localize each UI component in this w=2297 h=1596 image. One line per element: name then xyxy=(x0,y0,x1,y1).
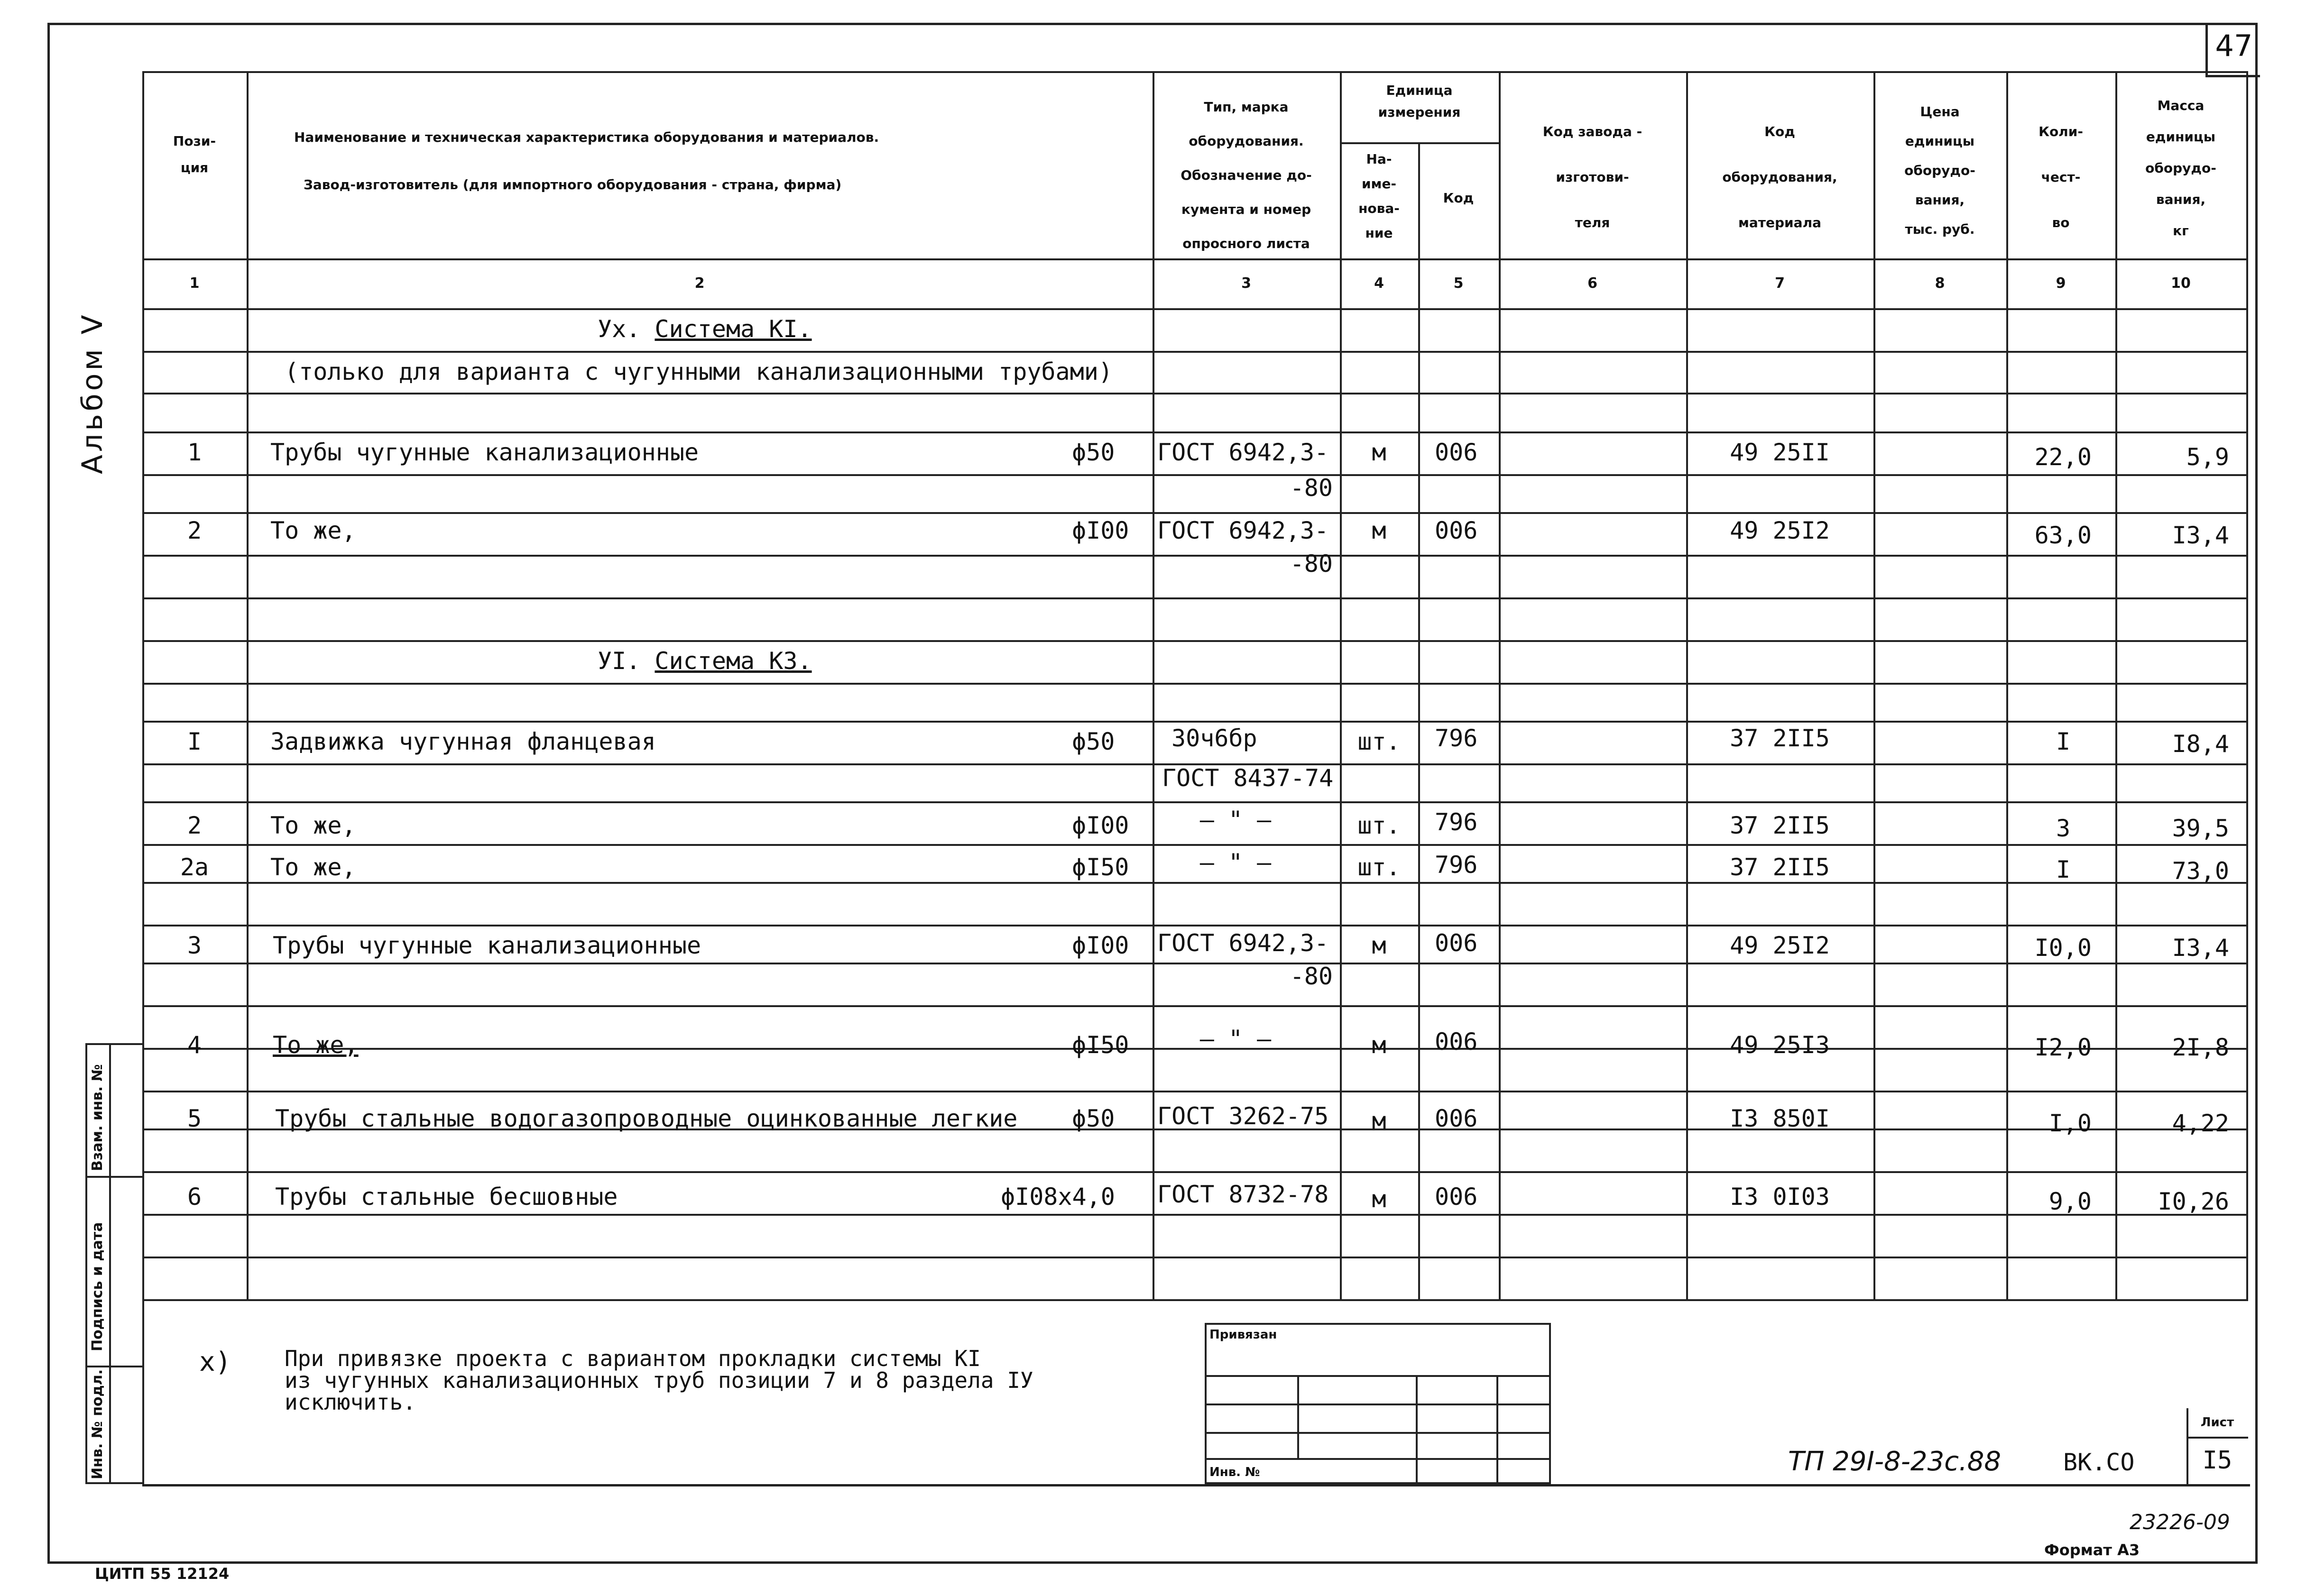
row-material: I3 850I xyxy=(1730,1105,1830,1132)
colnum-5: 5 xyxy=(1453,275,1464,292)
row-pos: 4 xyxy=(187,1031,202,1059)
row-line xyxy=(142,640,2248,642)
row-material: 37 2II5 xyxy=(1730,853,1830,881)
sheet-number: I5 xyxy=(2202,1446,2232,1475)
row-unit: м xyxy=(1372,1031,1386,1059)
row-code: 796 xyxy=(1435,851,1478,879)
row-doc2: ГОСТ 8437-74 xyxy=(1162,764,1334,792)
row-doc: — " — xyxy=(1199,1025,1272,1053)
row-qty: I2,0 xyxy=(2034,1034,2092,1061)
bottom-code: 23226-09 xyxy=(2130,1510,2230,1534)
header-quantity: Коли- чест- во xyxy=(2039,124,2083,230)
row-qty: 22,0 xyxy=(2034,443,2092,471)
row-doc: — " — xyxy=(1199,806,1272,834)
row-pos: 2 xyxy=(187,812,202,839)
row-dia: ϕI00 xyxy=(1072,932,1129,959)
row-mass: 2I,8 xyxy=(2172,1034,2229,1061)
doc-code: ТП 29I-8-23с.88 xyxy=(1788,1446,2002,1477)
row-mass: I3,4 xyxy=(2172,934,2229,962)
row-dia: ϕ50 xyxy=(1072,1105,1115,1132)
colnum-4: 4 xyxy=(1374,275,1384,292)
row-code: 006 xyxy=(1435,929,1478,957)
header-type: Тип, марка оборудования. Обозначение до- кумента и номер опросного листа xyxy=(1181,99,1312,251)
row-pos: 5 xyxy=(187,1105,202,1132)
row-line xyxy=(142,431,2248,433)
row-doc: — " — xyxy=(1199,849,1272,876)
row-dia: ϕI50 xyxy=(1072,853,1129,881)
stamp-line xyxy=(1205,1432,1551,1434)
row-doc: ГОСТ 6942,3- xyxy=(1157,517,1329,544)
row-line xyxy=(142,882,2248,884)
row-line xyxy=(142,721,2248,723)
row-name: То же, xyxy=(270,517,356,544)
row-code: 796 xyxy=(1435,725,1478,752)
col-border xyxy=(2246,71,2248,1299)
row-line xyxy=(142,512,2248,514)
side-inv-ref: Взам. инв. № xyxy=(89,1064,106,1171)
stamp-line xyxy=(1205,1403,1551,1405)
row-name: Трубы стальные бесшовные xyxy=(275,1183,618,1211)
side-stamp-line xyxy=(85,1176,144,1178)
row-qty: I xyxy=(2056,856,2071,883)
row-code: 796 xyxy=(1435,808,1478,836)
album-label: Альбом V xyxy=(76,312,109,474)
col-border xyxy=(247,71,249,1299)
header-name: Наименование и техническая характеристика оборудования и материалов. Завод-изготовитель (для импортного оборудования - страна, фирма) xyxy=(294,129,879,193)
row-line xyxy=(142,1005,2248,1007)
table-top-border xyxy=(142,71,2248,73)
section1-subtitle: (только для варианта с чугунными канализационными трубами) xyxy=(285,358,1113,385)
row-pos: 1 xyxy=(187,439,202,466)
sheet-label: Лист xyxy=(2200,1415,2234,1430)
doc-suffix: ВК.СО xyxy=(2063,1449,2135,1476)
attached-label: Привязан xyxy=(1209,1328,1277,1342)
row-unit: шт. xyxy=(1357,812,1401,839)
row-material: I3 0I03 xyxy=(1730,1183,1830,1211)
row-line xyxy=(142,351,2248,353)
row-doc: ГОСТ 3262-75 xyxy=(1157,1102,1329,1130)
row-unit: м xyxy=(1372,1107,1386,1135)
row-line xyxy=(142,1171,2248,1173)
row-doc: 30ч6бр xyxy=(1172,725,1257,752)
row-material: 49 25II xyxy=(1730,439,1830,466)
section1-title xyxy=(598,315,812,343)
row-doc2: -80 xyxy=(1290,550,1333,578)
row-material: 37 2II5 xyxy=(1730,812,1830,839)
row-qty: 3 xyxy=(2056,815,2071,842)
row-line xyxy=(142,844,2248,846)
row-qty: I0,0 xyxy=(2034,934,2092,962)
unit-group-divider xyxy=(1340,142,1499,144)
row-unit: шт. xyxy=(1357,728,1401,755)
stamp-col xyxy=(1416,1375,1418,1484)
row-pos: I xyxy=(187,728,202,755)
colnum-3: 3 xyxy=(1241,275,1251,292)
header-mass: Масса единицы оборудо- вания, кг xyxy=(2145,98,2216,238)
row-pos: 6 xyxy=(187,1183,202,1211)
row-line xyxy=(142,597,2248,599)
section1-prefix: Уx. xyxy=(598,315,641,343)
row-dia: ϕ50 xyxy=(1072,439,1115,466)
sheet-corner-number: 47 xyxy=(2215,28,2253,63)
section2-prefix: УI. xyxy=(598,647,641,675)
footnote-mark: x) xyxy=(199,1347,231,1377)
row-unit: м xyxy=(1372,517,1386,544)
side-stamp-line xyxy=(85,1366,144,1367)
header-unit-group: Единица измерения xyxy=(1378,83,1461,120)
row-doc: ГОСТ 6942,3- xyxy=(1157,929,1329,957)
sheet-box-line xyxy=(2186,1437,2248,1439)
row-code: 006 xyxy=(1435,1105,1478,1132)
row-code: 006 xyxy=(1435,517,1478,544)
row-line xyxy=(142,683,2248,685)
col-border xyxy=(1418,142,1420,1299)
row-material: 49 25I2 xyxy=(1730,932,1830,959)
stamp-col xyxy=(1496,1375,1498,1484)
footnote-text: При привязке проекта с вариантом прокладки системы КI из чугунных канализационных труб позиции 7 и 8 раздела IУ исключить. xyxy=(285,1346,1033,1415)
row-name: То же, xyxy=(270,853,356,881)
row-dia: ϕI08x4,0 xyxy=(1001,1183,1115,1211)
row-doc: ГОСТ 8732-78 xyxy=(1157,1181,1329,1208)
colnum-6: 6 xyxy=(1587,275,1597,292)
row-name: Задвижка чугунная фланцевая xyxy=(270,728,656,755)
row-unit: м xyxy=(1372,932,1386,959)
row-line xyxy=(142,1257,2248,1258)
row-line xyxy=(142,925,2248,926)
colnum-bottom-border xyxy=(142,308,2248,310)
row-line xyxy=(142,801,2248,803)
row-unit: м xyxy=(1372,1185,1386,1213)
row-name: Трубы чугунные канализационные xyxy=(270,439,699,466)
row-line xyxy=(142,393,2248,394)
row-qty: 9,0 xyxy=(2048,1188,2092,1215)
row-doc2: -80 xyxy=(1290,963,1333,990)
side-stamp-divider xyxy=(109,1043,111,1484)
row-name: То же, xyxy=(273,1031,359,1059)
row-doc2: -80 xyxy=(1290,474,1333,502)
row-qty: I xyxy=(2056,728,2071,755)
bottom-left-label: ЦИТП 55 12124 xyxy=(95,1565,230,1583)
colnum-1: 1 xyxy=(189,275,200,292)
row-doc: ГОСТ 6942,3- xyxy=(1157,439,1329,466)
row-code: 006 xyxy=(1435,1183,1478,1211)
row-code: 006 xyxy=(1435,1028,1478,1055)
row-name: Трубы чугунные канализационные xyxy=(273,932,701,959)
format-label: Формат А3 xyxy=(2044,1541,2140,1559)
row-code: 006 xyxy=(1435,439,1478,466)
row-mass: I3,4 xyxy=(2172,522,2229,549)
row-material: 37 2II5 xyxy=(1730,725,1830,752)
row-pos: 2а xyxy=(180,853,209,881)
row-dia: ϕ50 xyxy=(1072,728,1115,755)
col-border xyxy=(1873,71,1875,1299)
row-mass: 4,22 xyxy=(2172,1110,2229,1137)
header-unit-code: Код xyxy=(1443,190,1474,206)
colnum-2: 2 xyxy=(694,275,705,292)
row-qty: 63,0 xyxy=(2034,522,2092,549)
row-material: 49 25I3 xyxy=(1730,1031,1830,1059)
section1-name: Система КI. xyxy=(655,315,812,343)
row-name: То же, xyxy=(270,812,356,839)
row-dia: ϕI00 xyxy=(1072,517,1129,544)
colnum-9: 9 xyxy=(2056,275,2066,292)
section2-name: Система К3. xyxy=(655,647,812,675)
header-position: Пози- ция xyxy=(173,133,216,175)
colnum-10: 10 xyxy=(2171,275,2191,292)
row-mass: I8,4 xyxy=(2172,730,2229,758)
section2-title xyxy=(598,647,812,675)
row-mass: 5,9 xyxy=(2186,443,2229,471)
row-qty: I,0 xyxy=(2048,1110,2092,1137)
side-inv-orig: Инв. № подл. xyxy=(89,1369,106,1479)
row-name: Трубы стальные водогазопроводные оцинкованные легкие xyxy=(275,1105,1018,1132)
row-unit: шт. xyxy=(1357,853,1401,881)
row-mass: 39,5 xyxy=(2172,815,2229,842)
header-unit-name: На- име- нова- ние xyxy=(1358,151,1400,241)
header-material-code: Код оборудования, материала xyxy=(1722,124,1837,230)
stamp-line xyxy=(1205,1375,1551,1377)
row-line xyxy=(142,1214,2248,1216)
row-dia: ϕI50 xyxy=(1072,1031,1129,1059)
header-price: Цена единицы оборудо- вания, тыс. руб. xyxy=(1904,104,1975,237)
row-pos: 3 xyxy=(187,932,202,959)
stamp-line xyxy=(1205,1458,1551,1460)
row-mass: I0,26 xyxy=(2158,1188,2229,1215)
row-pos: 2 xyxy=(187,517,202,544)
side-sign-date: Подпись и дата xyxy=(89,1222,106,1351)
row-dia: ϕI00 xyxy=(1072,812,1129,839)
row-line xyxy=(142,1091,2248,1092)
colnum-8: 8 xyxy=(1935,275,1945,292)
col-border xyxy=(1499,71,1501,1299)
row-unit: м xyxy=(1372,439,1386,466)
row-material: 49 25I2 xyxy=(1730,517,1830,544)
colnum-7: 7 xyxy=(1775,275,1785,292)
stamp-col xyxy=(1297,1375,1299,1458)
row-mass: 73,0 xyxy=(2172,857,2229,885)
header-factory-code: Код завода - изготови- теля xyxy=(1542,124,1642,230)
inv-label: Инв. № xyxy=(1209,1465,1260,1479)
